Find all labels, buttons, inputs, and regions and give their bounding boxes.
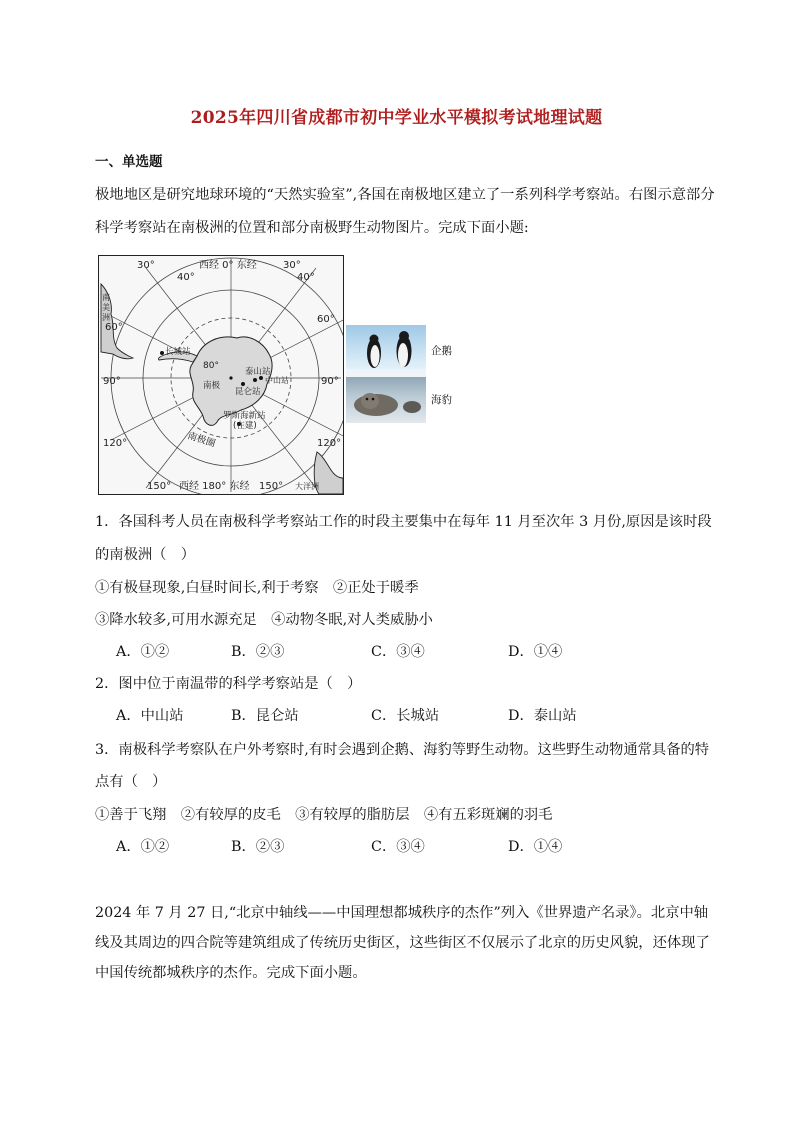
q3-statements: ①善于飞翔 ②有较厚的皮毛 ③有较厚的脂肪层 ④有五彩斑斓的羽毛: [95, 807, 553, 823]
map-label-30e: 30°: [283, 260, 301, 271]
q1-statements-1: ①有极昼现象,白昼时间长,利于考察 ②正处于暖季: [95, 580, 419, 596]
penguin-photo: [346, 325, 426, 377]
map-label-30w: 30°: [137, 260, 155, 271]
penguin-label: 企鹅: [431, 345, 452, 357]
q3-option-b[interactable]: B．②③: [231, 839, 285, 855]
antarctica-map: [98, 255, 344, 495]
q1-option-b[interactable]: B．②③: [231, 644, 285, 660]
map-label-60e: 60°: [317, 314, 335, 325]
changcheng-station-dot: [160, 351, 164, 355]
map-label-ross-2: (在建): [233, 421, 257, 431]
q2-option-a[interactable]: A．中山站: [116, 708, 184, 724]
intro-line-1: 极地地区是研究地球环境的“天然实验室”,各国在南极地区建立了一系列科学考察站。右图示意部分: [95, 187, 715, 203]
q1-statements-2: ③降水较多,可用水源充足 ④动物冬眠,对人类威胁小: [95, 612, 433, 628]
map-label-90e: 90°: [321, 376, 339, 387]
map-label-oceania: 大洋洲: [295, 482, 319, 491]
intro-line-2: 科学考察站在南极洲的位置和部分南极野生动物图片。完成下面小题:: [95, 220, 529, 236]
passage2-line-3: 中国传统都城秩序的杰作。完成下面小题。: [95, 965, 367, 981]
section-heading: 一、单选题: [95, 154, 163, 170]
q1-stem-line-1: 1．各国科考人员在南极科学考察站工作的时段主要集中在每年 11 月至次年 3 月份,原因是该时段: [95, 514, 712, 530]
map-label-kunlun: 昆仑站: [235, 387, 261, 397]
map-label-80: 80°: [203, 361, 219, 371]
q1-option-a[interactable]: A．①②: [116, 644, 170, 660]
map-label-bottom-center: 西经 180° 东经: [179, 481, 250, 492]
q2-option-d[interactable]: D．泰山站: [508, 708, 577, 724]
map-label-40e: 40°: [297, 272, 315, 283]
seal-label: 海豹: [431, 394, 452, 406]
q2-option-b[interactable]: B．昆仑站: [231, 708, 299, 724]
q2-option-c[interactable]: C．长城站: [371, 708, 440, 724]
map-label-150e: 150°: [259, 481, 284, 492]
passage2-line-2: 线及其周边的四合院等建筑组成了传统历史街区，这些街区不仅展示了北京的历史风貌，还体现了: [95, 935, 710, 951]
map-label-south-america: 南: [102, 293, 110, 302]
svg-text:洲: 洲: [102, 313, 110, 322]
map-label-zhongshan: 中山站: [265, 376, 289, 385]
svg-text:美: 美: [102, 303, 110, 312]
map-label-120w: 120°: [103, 438, 128, 449]
q2-stem: 2．图中位于南温带的科学考察站是（ ）: [95, 676, 362, 692]
map-label-90w: 90°: [103, 376, 121, 387]
map-label-south-pole: 南极: [203, 381, 221, 391]
passage2-line-1: 2024 年 7 月 27 日,“北京中轴线——中国理想都城秩序的杰作”列入《世界遗产名录》。北京中轴: [95, 905, 709, 921]
map-label-top-center: 西经 0° 东经: [199, 260, 257, 271]
map-label-taishan: 泰山站: [245, 367, 271, 377]
seal-photo: [346, 377, 426, 423]
animal-photo: [346, 325, 426, 423]
map-label-60w: 60°: [105, 322, 123, 333]
map-label-ross-1: 罗斯海新站: [223, 411, 266, 421]
map-label-150w: 150°: [147, 481, 172, 492]
q3-stem-line-2: 点有（ ）: [95, 774, 167, 790]
q3-option-d[interactable]: D．①④: [508, 839, 563, 855]
map-label-antarctic-circle: 南极圈: [186, 430, 217, 450]
map-label-40: 40°: [177, 272, 195, 283]
kunlun-station-dot: [241, 382, 245, 386]
q1-option-c[interactable]: C．③④: [371, 644, 425, 660]
map-label-changcheng: 长城站: [165, 347, 191, 357]
q3-stem-line-1: 3．南极科学考察队在户外考察时,有时会遇到企鹅、海豹等野生动物。这些野生动物通常具备的特: [95, 742, 710, 758]
page-title: 2025年四川省成都市初中学业水平模拟考试地理试题: [190, 108, 603, 128]
taishan-station-dot: [253, 378, 257, 382]
south-pole-dot: [229, 376, 232, 379]
map-label-120e: 120°: [317, 438, 342, 449]
q3-option-a[interactable]: A．①②: [116, 839, 170, 855]
q3-option-c[interactable]: C．③④: [371, 839, 425, 855]
q1-stem-line-2: 的南极洲（ ）: [95, 547, 196, 563]
q1-option-d[interactable]: D．①④: [508, 644, 563, 660]
